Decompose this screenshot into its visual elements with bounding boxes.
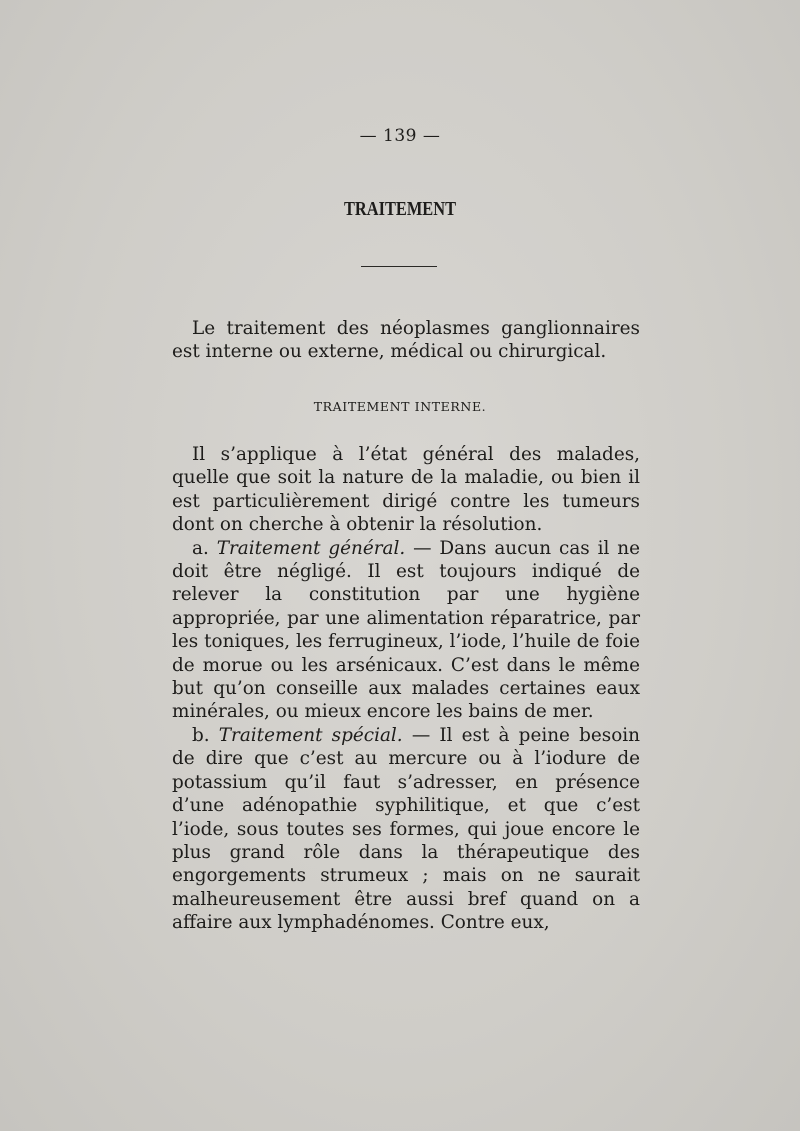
title-divider [361,266,437,267]
paragraph-general [172,443,640,537]
section-heading: TRAITEMENT INTERNE. [313,399,487,414]
paragraph-term: Traitement général. [216,537,406,559]
paragraph-text: — Dans aucun cas il ne doit être négligé. Il est toujours indiqué de relever la constitution par une hygiène appropriée, par une alimentation réparatrice, par les toniques, les ferrugineux, l’iode, l’huile de foie de morue ou les arsénicaux. C’est dans le même but qu’on conseille aux malades certaines eaux minérales, ou mieux encore les bains de mer. [172,537,641,723]
page-number: — 139 — [359,126,441,146]
body-text [172,443,640,935]
paragraph-prefix: b. [192,724,219,746]
paragraph-text: Il s’applique à l’état général des malades, quelle que soit la nature de la maladie, ou bien il est particulièrement dirigé contre les tumeurs dont on cherche à obtenir la résolution. [172,444,640,536]
intro-paragraph: Le traitement des néoplasmes ganglionnaires est interne ou externe, médical ou chirurgical. [172,318,640,363]
paragraph-text: — Il est à peine besoin de dire que c’est au mercure ou à l’iodure de potassium qu’il faut s’adresser, en présence d’une adénopathie syphilitique, et que c’est l’iode, sous toutes ses formes, qui joue encore le plus grand rôle dans la thérapeutique des engorgements strumeux ; mais on ne saurait malheureusement être aussi bref quand on a affaire aux lymphadénomes. Contre eux, [172,724,640,934]
paragraph-prefix: a. [192,537,217,559]
intro-block [172,317,640,364]
chapter-title: TRAITEMENT [343,198,457,220]
paragraph-traitement-special [172,724,640,935]
paragraph-traitement-general [172,537,640,724]
paragraph-term: Traitement spécial. [218,724,403,746]
